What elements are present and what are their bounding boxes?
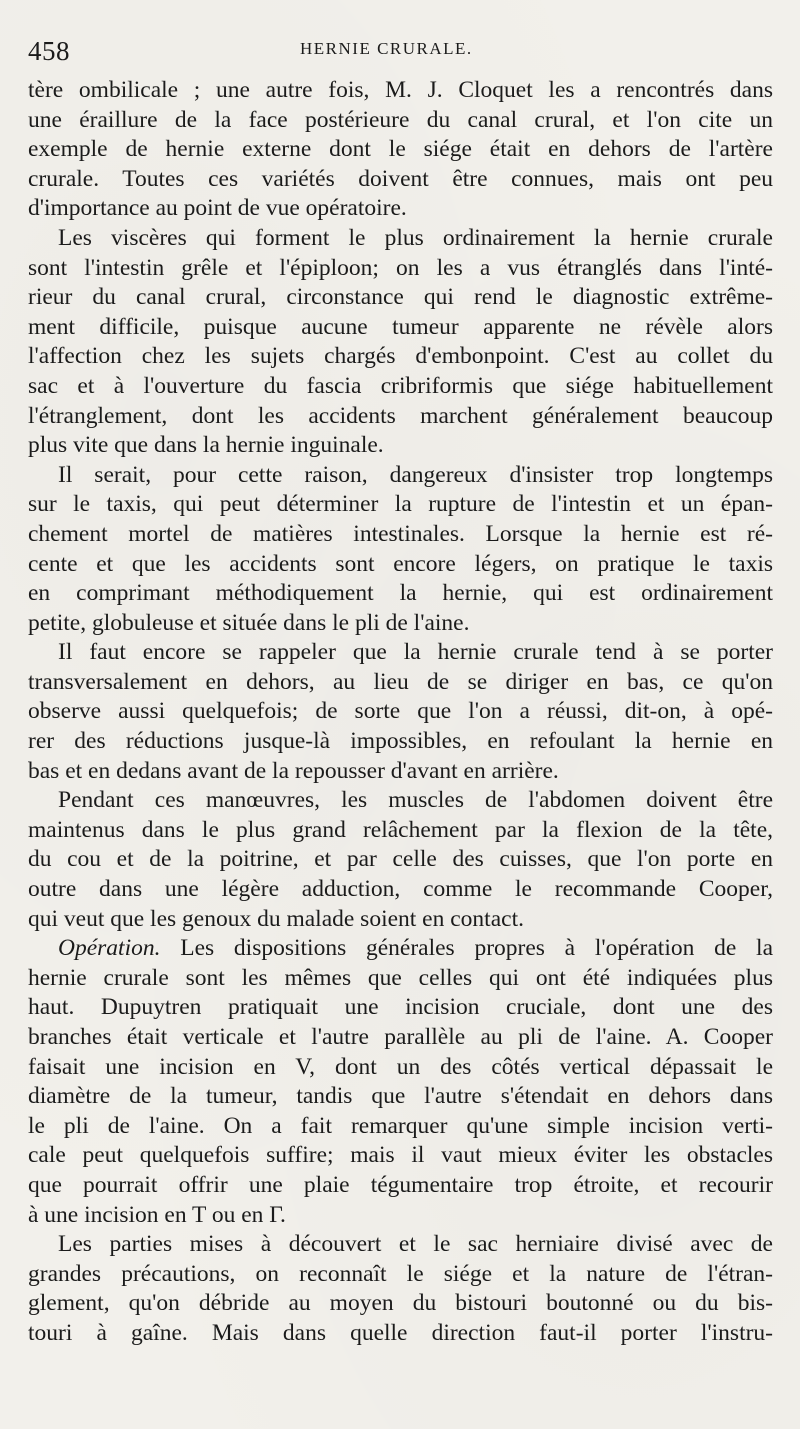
text-line: crurale. Toutes ces variétés doivent être connues, mais ont peu [28, 165, 773, 192]
text-line: plus vite que dans la hernie inguinale. [28, 432, 384, 459]
text-line: branches était verticale et l'autre parallèle au pli de l'aine. A. Cooper [28, 1024, 773, 1050]
text-line: le pli de l'aine. On a fait remarquer qu'une simple incision verti- [28, 1112, 773, 1139]
text-line: une éraillure de la face postérieure du canal crural, et l'on cite un [28, 106, 773, 133]
text-line: Il faut encore se rappeler que la hernie crurale tend à se porter [58, 639, 773, 666]
text-line: qui veut que les genoux du malade soient en contact. [28, 905, 524, 932]
text-line: grandes précautions, on reconnaît le siége et la nature de l'étran- [28, 1260, 773, 1287]
text-line: Les viscères qui forment le plus ordinairement la hernie crurale [58, 224, 773, 251]
text-line: sont l'intestin grêle et l'épiploon; on les a vus étranglés dans l'inté- [28, 254, 773, 281]
text-line: que pourrait offrir une plaie tégumentaire trop étroite, et recourir [28, 1171, 773, 1198]
text-line: l'étranglement, dont les accidents marchent généralement beaucoup [28, 402, 773, 429]
text-line: transversalement en dehors, au lieu de se diriger en bas, ce qu'on [28, 668, 773, 695]
text-line: sur le taxis, qui peut déterminer la rupture de l'intestin et un épan- [28, 491, 773, 518]
text-line: bas et en dedans avant de la repousser d'avant en arrière. [28, 757, 559, 784]
text-line: d'importance au point de vue opératoire. [28, 195, 407, 222]
operation-text: Les dispositions générales propres à l'opération de la [180, 935, 773, 962]
text-line: ment difficile, puisque aucune tumeur apparente ne révèle alors [28, 313, 773, 340]
text-line: maintenus dans le plus grand relâchement par la flexion de la tête, [28, 816, 773, 843]
text-line: exemple de hernie externe dont le siége était en dehors de l'artère [28, 136, 773, 163]
text-line: cale peut quelquefois suffire; mais il vaut mieux éviter les obstacles [28, 1142, 773, 1169]
text-line: rer des réductions jusque-là impossibles, en refoulant la hernie en [28, 728, 773, 755]
text-line: sac et à l'ouverture du fascia cribriformis que siége habituellement [28, 372, 773, 399]
body-text [28, 76, 773, 1349]
text-line: l'affection chez les sujets chargés d'embonpoint. C'est au collet du [28, 343, 773, 370]
text-line: hernie crurale sont les mêmes que celles qui ont été indiquées plus [28, 964, 773, 991]
text-line: glement, qu'on débride au moyen du bistouri boutonné ou du bis- [28, 1290, 773, 1317]
running-title: HERNIE CRURALE. [300, 39, 473, 58]
page-header [28, 36, 760, 76]
text-line: à une incision en T ou en Γ. [28, 1201, 286, 1228]
text-line: observe aussi quelquefois; de sorte que l'on a réussi, dit-on, à opé- [28, 698, 773, 725]
text-line: en comprimant méthodiquement la hernie, qui est ordinairement [28, 580, 773, 607]
text-line: rieur du canal crural, circonstance qui rend le diagnostic extrême- [28, 284, 773, 311]
text-line: cente et que les accidents sont encore légers, on pratique le taxis [28, 550, 773, 577]
operation-label: Opération. [58, 935, 161, 962]
text-line: haut. Dupuytren pratiquait une incision cruciale, dont une des [28, 994, 773, 1021]
text-line: chement mortel de matières intestinales. Lorsque la hernie est ré- [28, 520, 773, 547]
text-line-operation [28, 934, 773, 964]
text-line: diamètre de la tumeur, tandis que l'autre s'étendait en dehors dans [28, 1083, 773, 1110]
text-line: Il serait, pour cette raison, dangereux d'insister trop longtemps [58, 461, 773, 488]
text-line: du cou et de la poitrine, et par celle des cuisses, que l'on porte en [28, 846, 773, 873]
text-line: petite, globuleuse et située dans le pli de l'aine. [28, 609, 470, 636]
page-number: 458 [28, 36, 70, 66]
text-line: tère ombilicale ; une autre fois, M. J. Cloquet les a rencontrés dans [28, 77, 773, 103]
text-line: touri à gaîne. Mais dans quelle direction faut-il porter l'instru- [28, 1319, 773, 1346]
text-line: faisait une incision en V, dont un des côtés vertical dépassait le [28, 1053, 773, 1080]
text-line: Les parties mises à découvert et le sac herniaire divisé avec de [58, 1231, 773, 1258]
text-line: outre dans une légère adduction, comme le recommande Cooper, [28, 876, 773, 903]
text-line: Pendant ces manœuvres, les muscles de l'abdomen doivent être [58, 787, 773, 814]
